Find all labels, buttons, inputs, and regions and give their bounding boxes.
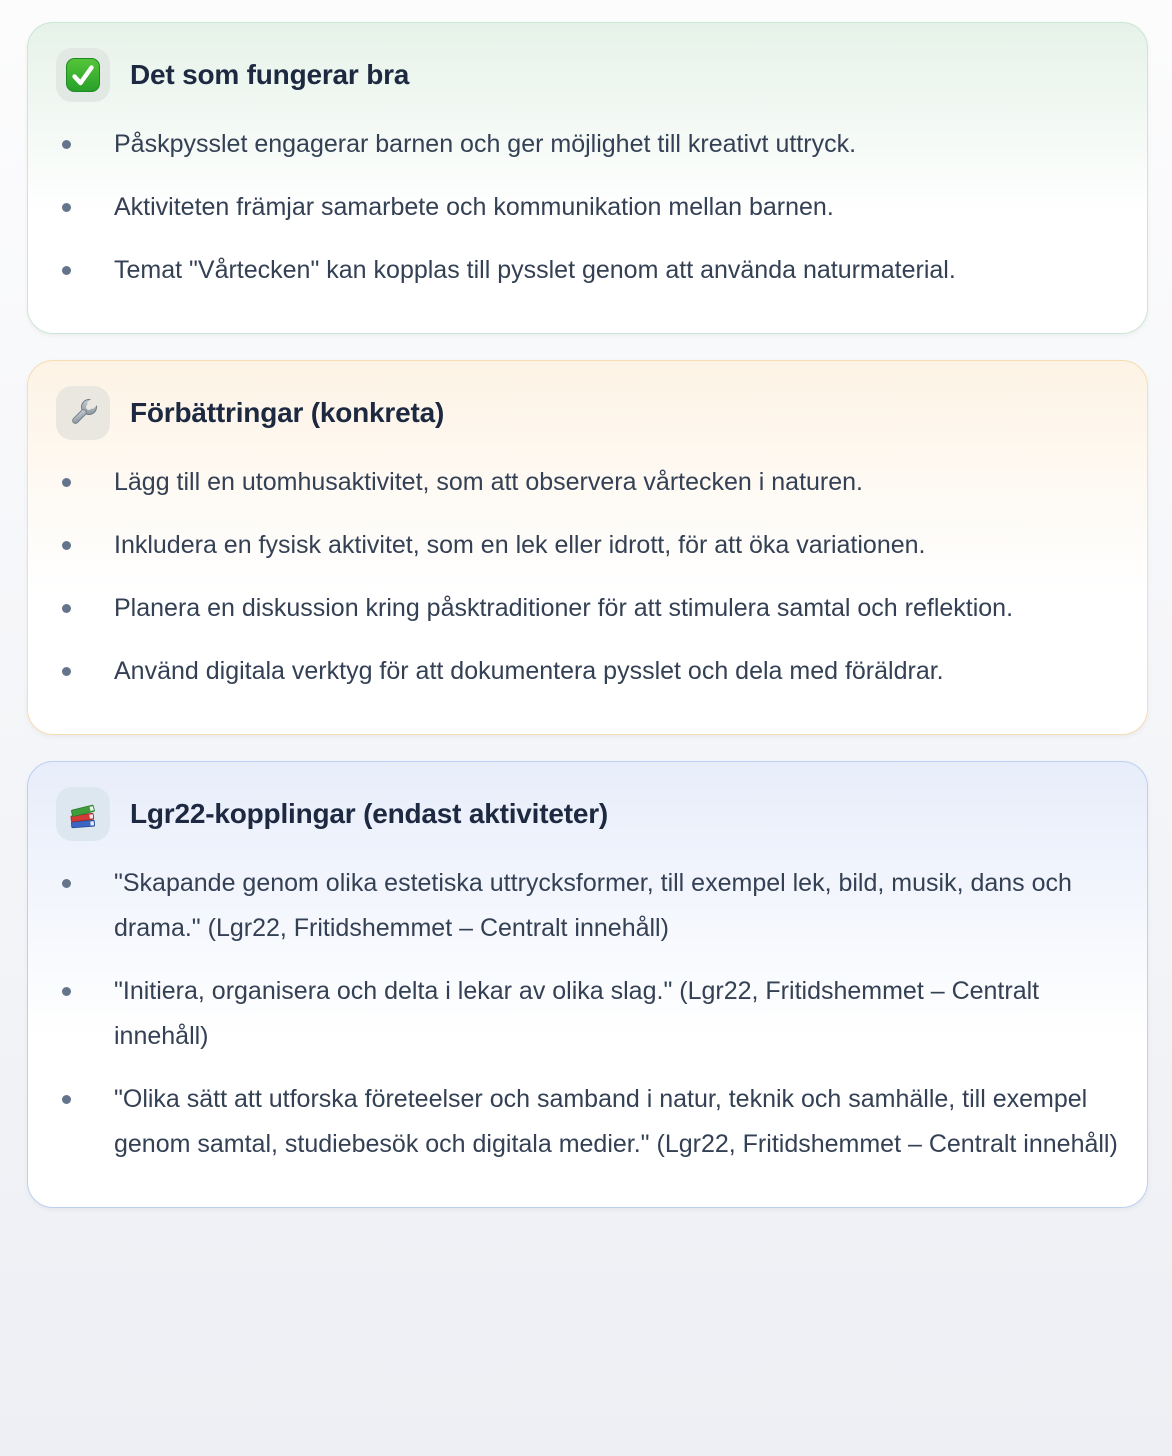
check-mark-icon [65,57,101,93]
list-item [56,185,1119,230]
bullet-dot-icon [62,478,71,487]
list-item-text: "Initiera, organisera och delta i lekar av olika slag." (Lgr22, Fritidshemmet – Centralt innehåll) [114,977,1040,1050]
card-improvements-header [56,386,1119,440]
books-icon [65,796,101,832]
list-item [56,122,1119,167]
card-lgr22-links [27,761,1148,1208]
bullet-list [56,460,1119,694]
bullet-dot-icon [62,667,71,676]
list-item-text: Inkludera en fysisk aktivitet, som en lek eller idrott, för att öka variationen. [114,531,926,559]
card-title: Det som fungerar bra [130,59,410,90]
bullet-dot-icon [62,266,71,275]
list-item-text: "Skapande genom olika estetiska uttrycksformer, till exempel lek, bild, musik, dans och drama." (Lgr22, Fritidshemmet – Centralt innehåll) [114,869,1072,942]
bullet-list [56,122,1119,293]
icon-badge [56,787,110,841]
card-title: Lgr22-kopplingar (endast aktiviteter) [130,798,609,829]
bullet-list [56,861,1119,1167]
card-lgr22-links-header [56,787,1119,841]
list-item-text: Lägg till en utomhusaktivitet, som att observera vårtecken i naturen. [114,468,863,496]
list-item-text: Aktiviteten främjar samarbete och kommunikation mellan barnen. [114,193,834,221]
list-item [56,969,1119,1059]
card-works-well-header [56,48,1119,102]
bullet-dot-icon [62,541,71,550]
icon-badge [56,48,110,102]
list-item [56,586,1119,631]
icon-badge [56,386,110,440]
list-item [56,523,1119,568]
list-item-text: "Olika sätt att utforska företeelser och samband i natur, teknik och samhälle, till exempel genom samtal, studiebesök och digitala medier." (Lgr22, Fritidshemmet – Centralt innehåll) [114,1085,1118,1158]
card-works-well [27,22,1148,334]
list-item-text: Påskpysslet engagerar barnen och ger möjlighet till kreativt uttryck. [114,130,857,158]
bullet-dot-icon [62,604,71,613]
bullet-dot-icon [62,203,71,212]
card-title: Förbättringar (konkreta) [130,397,445,428]
wrench-icon [65,395,101,431]
list-item-text: Planera en diskussion kring påsktraditioner för att stimulera samtal och reflektion. [114,594,1014,622]
list-item [56,248,1119,293]
bullet-dot-icon [62,140,71,149]
list-item [56,460,1119,505]
bullet-dot-icon [62,987,71,996]
list-item-text: Temat "Vårtecken" kan kopplas till pysslet genom att använda naturmaterial. [114,256,956,284]
list-item [56,1077,1119,1167]
list-item [56,649,1119,694]
bullet-dot-icon [62,879,71,888]
list-item [56,861,1119,951]
bullet-dot-icon [62,1095,71,1104]
card-improvements [27,360,1148,735]
list-item-text: Använd digitala verktyg för att dokumentera pysslet och dela med föräldrar. [114,657,944,685]
